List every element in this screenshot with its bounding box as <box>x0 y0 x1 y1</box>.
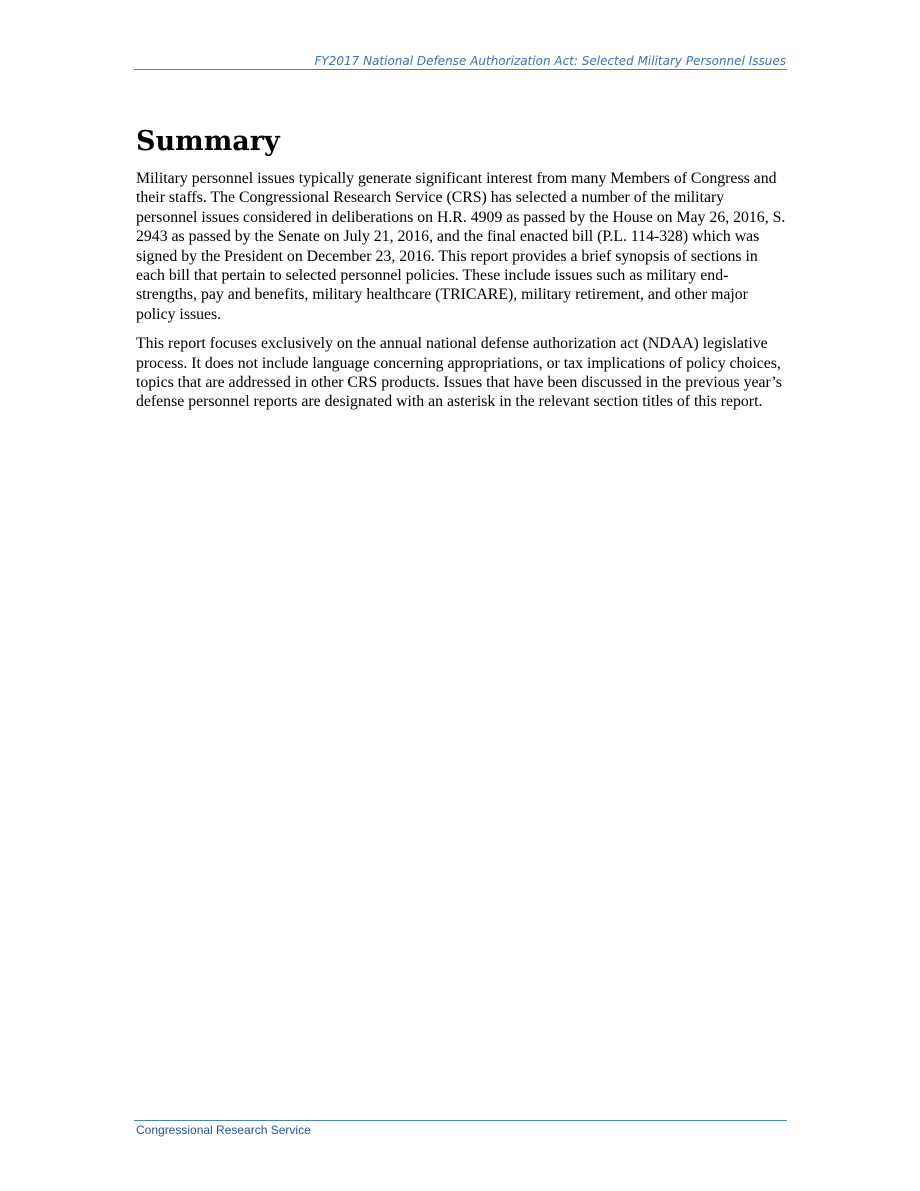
header-divider <box>134 69 787 70</box>
summary-paragraph-1: Military personnel issues typically generate significant interest from many Members of Congress and their staffs. The Congressional Research Service (CRS) has selected a number of the military personnel issues considered in deliberations on H.R. 4909 as passed by the House on May 26, 2016, S. 2943 as passed by the Senate on July 21, 2016, and the final enacted bill (P.L. 114-328) which was signed by the President on December 23, 2016. This report provides a brief synopsis of sections in each bill that pertain to selected personnel policies. These include issues such as military end-strengths, pay and benefits, military healthcare (TRICARE), military retirement, and other major policy issues. <box>136 170 786 323</box>
footer-organization: Congressional Research Service <box>136 1123 311 1137</box>
section-title: Summary <box>136 126 280 157</box>
footer-divider <box>134 1120 787 1121</box>
summary-body <box>136 169 786 422</box>
summary-paragraph-2: This report focuses exclusively on the annual national defense authorization act (NDAA) legislative process. It does not include language concerning appropriations, or tax implications of policy choices, topics that are addressed in other CRS products. Issues that have been discussed in the previous year’s defense personnel reports are designated with an asterisk in the relevant section titles of this report. <box>136 335 782 411</box>
running-header-title: FY2017 National Defense Authorization Act: Selected Military Personnel Issues <box>314 54 786 68</box>
